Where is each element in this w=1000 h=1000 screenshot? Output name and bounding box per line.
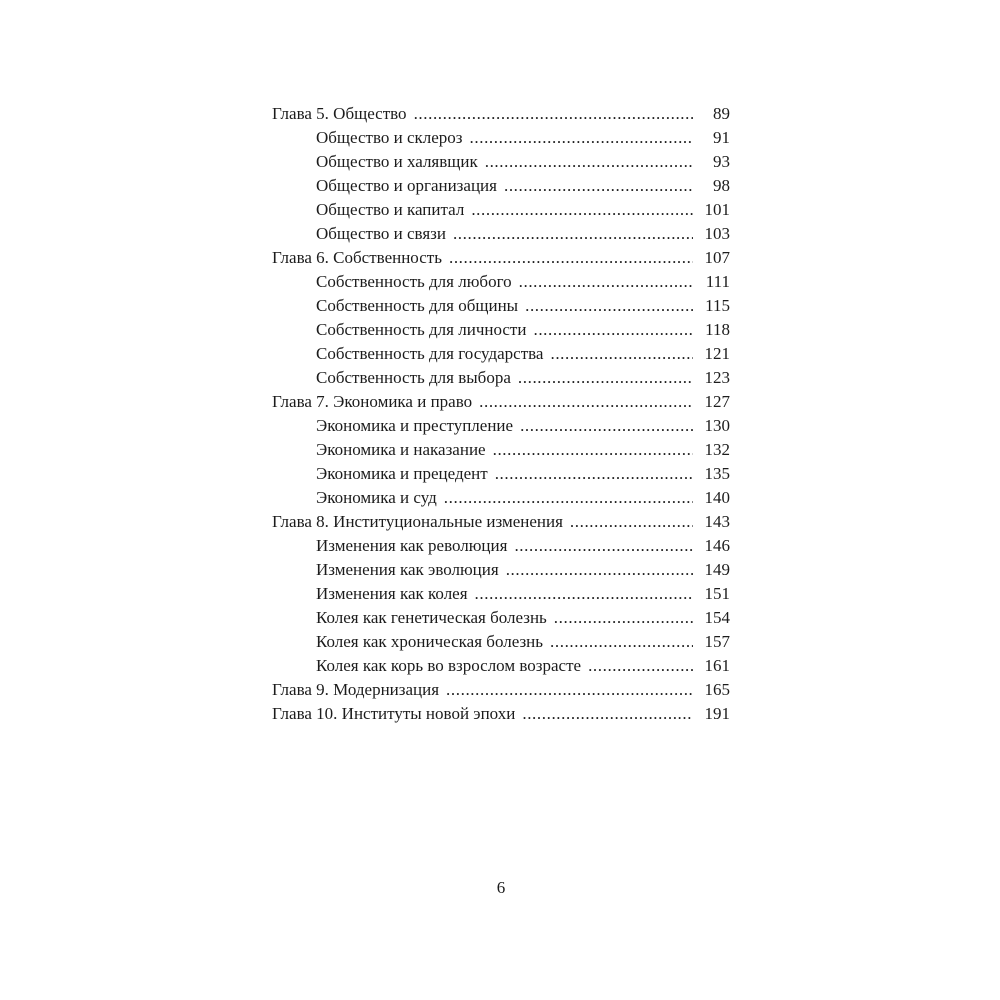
toc-list: [272, 102, 730, 726]
toc-entry-page: 146: [704, 536, 730, 555]
toc-entry-page: 103: [704, 224, 730, 243]
toc-section-entry: [272, 222, 730, 246]
toc-entry-page: 140: [704, 488, 730, 507]
toc-entry-title: Изменения как эволюция: [316, 560, 499, 579]
toc-section-entry: [272, 462, 730, 486]
toc-entry-title: Колея как хроническая болезнь: [316, 632, 544, 651]
toc-dot-leader: [570, 510, 693, 534]
toc-entry-title: Глава 7. Экономика и право: [272, 392, 473, 411]
toc-entry-title: Общество и организация: [316, 176, 497, 195]
toc-dot-leader: [519, 270, 693, 294]
toc-entry-page: 127: [704, 392, 730, 411]
toc-entry-title: Глава 9. Модернизация: [272, 680, 440, 699]
toc-entry-title: Общество и связи: [316, 224, 446, 243]
toc-chapter-entry: [272, 678, 730, 702]
toc-entry-page: 121: [704, 344, 730, 363]
toc-entry-title: Общество и склероз: [316, 128, 463, 147]
toc-entry-title: Глава 5. Общество: [272, 104, 407, 123]
toc-dot-leader: [414, 102, 693, 126]
toc-entry-title: Собственность для выбора: [316, 368, 511, 387]
toc-entry-page: 151: [704, 584, 730, 603]
toc-section-entry: [272, 630, 730, 654]
toc-chapter-entry: [272, 390, 730, 414]
toc-entry-title: Изменения как колея: [316, 584, 468, 603]
toc-dot-leader: [550, 342, 693, 366]
toc-entry-title: Глава 8. Институциональные изменения: [272, 512, 563, 531]
toc-dot-leader: [453, 222, 693, 246]
footer-page-number: 6: [496, 878, 506, 897]
toc-section-entry: [272, 606, 730, 630]
toc-entry-page: 101: [704, 200, 730, 219]
toc-dot-leader: [518, 366, 693, 390]
toc-dot-leader: [514, 534, 693, 558]
toc-entry-page: 191: [704, 704, 730, 723]
toc-section-entry: [272, 582, 730, 606]
toc-entry-page: 132: [704, 440, 730, 459]
toc-section-entry: [272, 318, 730, 342]
toc-section-entry: [272, 198, 730, 222]
toc-entry-title: Экономика и наказание: [316, 440, 486, 459]
toc-entry-title: Собственность для любого: [316, 272, 512, 291]
toc-chapter-entry: [272, 702, 730, 726]
toc-dot-leader: [550, 630, 693, 654]
toc-entry-title: Общество и халявщик: [316, 152, 478, 171]
toc-entry-title: Глава 10. Институты новой эпохи: [272, 704, 516, 723]
toc-chapter-entry: [272, 102, 730, 126]
toc-entry-page: 157: [704, 632, 730, 651]
toc-entry-page: 89: [713, 104, 730, 123]
toc-entry-page: 93: [713, 152, 730, 171]
toc-entry-page: 161: [704, 656, 730, 675]
toc-entry-title: Изменения как революция: [316, 536, 508, 555]
toc-entry-title: Общество и капитал: [316, 200, 465, 219]
toc-dot-leader: [495, 462, 693, 486]
toc-entry-page: 98: [713, 176, 730, 195]
toc-entry-page: 130: [704, 416, 730, 435]
toc-entry-title: Экономика и прецедент: [316, 464, 488, 483]
toc-chapter-entry: [272, 246, 730, 270]
toc-entry-title: Колея как корь во взрослом возрасте: [316, 656, 582, 675]
toc-dot-leader: [475, 582, 693, 606]
toc-dot-leader: [504, 174, 693, 198]
toc-entry-title: Собственность для личности: [316, 320, 527, 339]
toc-entry-title: Собственность для общины: [316, 296, 519, 315]
toc-section-entry: [272, 438, 730, 462]
toc-dot-leader: [444, 486, 693, 510]
toc-entry-page: 107: [704, 248, 730, 267]
toc-entry-page: 123: [704, 368, 730, 387]
toc-dot-leader: [520, 414, 693, 438]
toc-chapter-entry: [272, 510, 730, 534]
toc-entry-page: 91: [713, 128, 730, 147]
toc-entry-page: 165: [704, 680, 730, 699]
toc-dot-leader: [525, 294, 693, 318]
toc-entry-page: 111: [705, 272, 730, 291]
toc-entry-page: 149: [704, 560, 730, 579]
toc-entry-title: Глава 6. Собственность: [272, 248, 442, 267]
toc-dot-leader: [493, 438, 693, 462]
toc-dot-leader: [485, 150, 693, 174]
toc-entry-page: 154: [704, 608, 730, 627]
toc-dot-leader: [479, 390, 693, 414]
toc-dot-leader: [446, 678, 693, 702]
toc-section-entry: [272, 534, 730, 558]
toc-section-entry: [272, 654, 730, 678]
toc-section-entry: [272, 486, 730, 510]
toc-section-entry: [272, 150, 730, 174]
toc-dot-leader: [470, 126, 693, 150]
toc-entry-title: Экономика и преступление: [316, 416, 514, 435]
toc-entry-page: 143: [704, 512, 730, 531]
toc-entry-title: Экономика и суд: [316, 488, 437, 507]
toc-section-entry: [272, 270, 730, 294]
toc-entry-title: Собственность для государства: [316, 344, 544, 363]
toc-dot-leader: [506, 558, 693, 582]
toc-section-entry: [272, 126, 730, 150]
toc-dot-leader: [533, 318, 693, 342]
toc-dot-leader: [522, 702, 693, 726]
toc-dot-leader: [449, 246, 693, 270]
toc-dot-leader: [554, 606, 693, 630]
toc-section-entry: [272, 294, 730, 318]
toc-entry-page: 135: [704, 464, 730, 483]
toc-dot-leader: [471, 198, 693, 222]
toc-section-entry: [272, 558, 730, 582]
toc-section-entry: [272, 174, 730, 198]
toc-entry-title: Колея как генетическая болезнь: [316, 608, 547, 627]
toc-section-entry: [272, 342, 730, 366]
toc-entry-page: 118: [705, 320, 730, 339]
toc-section-entry: [272, 366, 730, 390]
toc-entry-page: 115: [705, 296, 730, 315]
toc-section-entry: [272, 414, 730, 438]
toc-dot-leader: [588, 654, 693, 678]
